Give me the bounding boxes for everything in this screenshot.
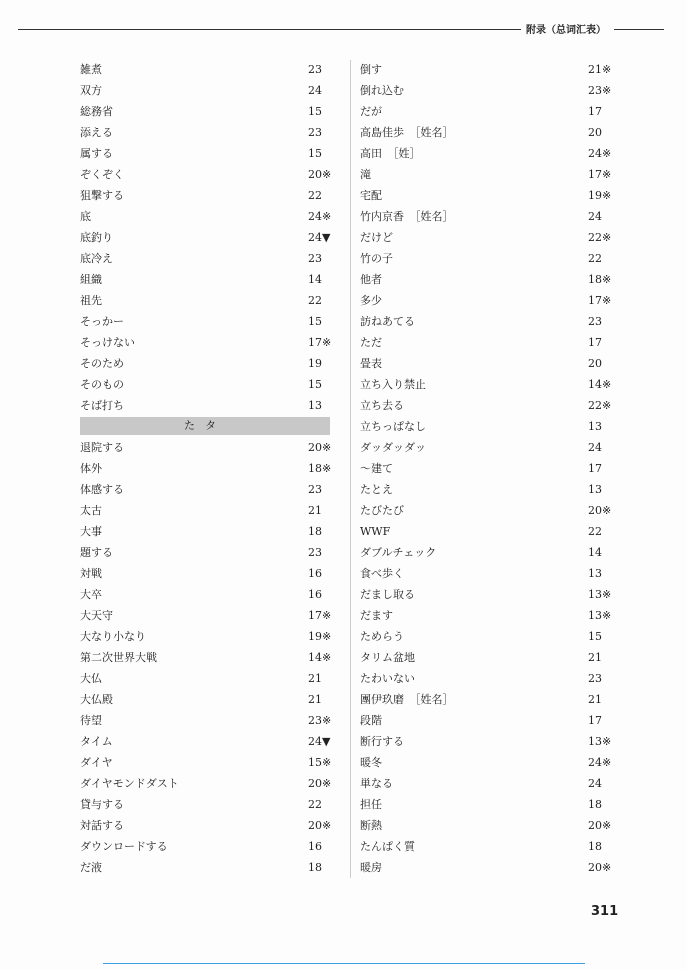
entry-word: 単なる — [360, 777, 393, 790]
entry-row — [360, 710, 610, 731]
entry-row — [80, 584, 330, 605]
entry-lesson: 24▼ — [308, 735, 331, 748]
entry-row — [360, 689, 610, 710]
entry-row — [80, 773, 330, 794]
entry-lesson: 23 — [308, 483, 322, 496]
entry-lesson: 23 — [308, 252, 322, 265]
entry-lesson: 22※ — [588, 399, 612, 412]
entry-word: WWF — [360, 525, 391, 538]
entry-lesson: 17※ — [588, 294, 612, 307]
entry-row — [80, 59, 330, 80]
entry-word: そっかー — [80, 315, 124, 328]
entry-word: そっけない — [80, 336, 135, 349]
entry-lesson: 20※ — [588, 861, 612, 874]
entry-lesson: 14 — [588, 546, 602, 559]
entry-lesson: 13※ — [588, 735, 612, 748]
header-rule-left — [18, 29, 521, 30]
running-header: 附录（总词汇表） — [526, 25, 606, 36]
entry-lesson: 18 — [308, 861, 322, 874]
entry-lesson: 19 — [308, 357, 322, 370]
entry-row — [80, 206, 330, 227]
entry-row — [80, 80, 330, 101]
entry-row — [80, 290, 330, 311]
entry-row — [80, 542, 330, 563]
entry-row — [80, 269, 330, 290]
entry-lesson: 20※ — [308, 441, 332, 454]
entry-lesson: 18※ — [308, 462, 332, 475]
entry-word: 暖房 — [360, 861, 382, 874]
entry-word: 大卒 — [80, 588, 102, 601]
entry-row — [360, 248, 610, 269]
column-divider — [350, 60, 351, 878]
entry-row — [360, 752, 610, 773]
entry-word: タリム盆地 — [360, 651, 415, 664]
entry-word: 團伊玖磨 ［姓名］ — [360, 693, 454, 706]
entry-lesson: 13 — [588, 420, 602, 433]
entry-word: だまし取る — [360, 588, 415, 601]
entry-word: 大仏殿 — [80, 693, 113, 706]
entry-word: 体感する — [80, 483, 124, 496]
entry-word: 大事 — [80, 525, 102, 538]
entry-word: 体外 — [80, 462, 102, 475]
entry-lesson: 24※ — [308, 210, 332, 223]
entry-lesson: 13 — [308, 399, 322, 412]
entry-lesson: 15 — [308, 147, 322, 160]
entry-row — [360, 311, 610, 332]
entry-word: 底冷え — [80, 252, 113, 265]
entry-word: 竹の子 — [360, 252, 393, 265]
entry-row — [360, 101, 610, 122]
entry-row — [80, 815, 330, 836]
entry-word: 狙撃する — [80, 189, 124, 202]
entry-lesson: 22 — [308, 798, 322, 811]
entry-lesson: 19※ — [308, 630, 332, 643]
entry-lesson: 13※ — [588, 588, 612, 601]
entry-word: 底釣り — [80, 231, 113, 244]
entry-lesson: 15 — [588, 630, 602, 643]
entry-word: たんぱく質 — [360, 840, 415, 853]
entry-row — [80, 185, 330, 206]
entry-lesson: 13※ — [588, 609, 612, 622]
entry-row — [360, 374, 610, 395]
entry-lesson: 17 — [588, 336, 602, 349]
entry-row — [80, 836, 330, 857]
entry-lesson: 13 — [588, 483, 602, 496]
entry-row — [80, 332, 330, 353]
entry-row — [360, 458, 610, 479]
entry-word: 対戦 — [80, 567, 102, 580]
entry-lesson: 24 — [308, 84, 322, 97]
entry-lesson: 22※ — [588, 231, 612, 244]
entry-row — [360, 395, 610, 416]
right-column — [360, 59, 610, 878]
entry-row — [360, 626, 610, 647]
entry-row — [360, 731, 610, 752]
entry-word: だます — [360, 609, 393, 622]
entry-lesson: 23 — [308, 546, 322, 559]
entry-row — [360, 290, 610, 311]
entry-row — [360, 59, 610, 80]
entry-lesson: 23※ — [588, 84, 612, 97]
entry-lesson: 22 — [308, 189, 322, 202]
entry-row — [360, 584, 610, 605]
entry-lesson: 21 — [308, 693, 322, 706]
entry-row — [360, 416, 610, 437]
entry-row — [80, 143, 330, 164]
entry-lesson: 24 — [588, 777, 602, 790]
entry-row — [80, 437, 330, 458]
entry-lesson: 16 — [308, 840, 322, 853]
entry-lesson: 17 — [588, 105, 602, 118]
entry-lesson: 20 — [588, 126, 602, 139]
entry-lesson: 15※ — [308, 756, 332, 769]
entry-lesson: 20 — [588, 357, 602, 370]
entry-lesson: 15 — [308, 378, 322, 391]
entry-row — [360, 227, 610, 248]
entry-lesson: 20※ — [308, 819, 332, 832]
entry-lesson: 19※ — [588, 189, 612, 202]
entry-row — [80, 626, 330, 647]
entry-row — [80, 647, 330, 668]
entry-lesson: 14※ — [308, 651, 332, 664]
header-rule-right — [614, 29, 664, 30]
entry-word: たびたび — [360, 504, 404, 517]
entry-lesson: 21 — [308, 672, 322, 685]
entry-word: ためらう — [360, 630, 404, 643]
entry-word: 題する — [80, 546, 113, 559]
entry-word: 担任 — [360, 798, 382, 811]
entry-word: 双方 — [80, 84, 102, 97]
entry-row — [360, 563, 610, 584]
entry-lesson: 20※ — [308, 777, 332, 790]
entry-word: ダウンロードする — [80, 840, 168, 853]
entry-row — [360, 122, 610, 143]
entry-word: 第二次世界大戦 — [80, 651, 157, 664]
entry-lesson: 20※ — [588, 819, 612, 832]
entry-lesson: 17※ — [588, 168, 612, 181]
entry-word: だが — [360, 105, 382, 118]
entry-row — [80, 479, 330, 500]
entry-row — [80, 563, 330, 584]
entry-word: たとえ — [360, 483, 393, 496]
entry-word: 高島佳歩 ［姓名］ — [360, 126, 454, 139]
entry-lesson: 18 — [588, 798, 602, 811]
entry-lesson: 17※ — [308, 609, 332, 622]
entry-lesson: 20※ — [308, 168, 332, 181]
entry-word: 訪ねあてる — [360, 315, 415, 328]
entry-row — [80, 164, 330, 185]
entry-word: 貸与する — [80, 798, 124, 811]
entry-lesson: 24 — [588, 441, 602, 454]
entry-lesson: 14※ — [588, 378, 612, 391]
entry-lesson: 23※ — [308, 714, 332, 727]
entry-row — [360, 80, 610, 101]
entry-lesson: 24▼ — [308, 231, 331, 244]
entry-word: 竹内京香 ［姓名］ — [360, 210, 454, 223]
entry-lesson: 22 — [588, 525, 602, 538]
entry-lesson: 17※ — [308, 336, 332, 349]
entry-row — [360, 815, 610, 836]
entry-lesson: 24※ — [588, 147, 612, 160]
entry-row — [80, 731, 330, 752]
entry-lesson: 23 — [308, 126, 322, 139]
entry-lesson: 17 — [588, 462, 602, 475]
entry-lesson: 15 — [308, 315, 322, 328]
entry-lesson: 18 — [308, 525, 322, 538]
entry-row — [80, 857, 330, 878]
entry-row — [360, 605, 610, 626]
entry-lesson: 22 — [308, 294, 322, 307]
entry-lesson: 23 — [308, 63, 322, 76]
section-heading-ta: たタ — [80, 417, 330, 435]
entry-word: 食べ歩く — [360, 567, 404, 580]
entry-lesson: 21 — [588, 693, 602, 706]
entry-row — [80, 227, 330, 248]
entry-word: そのため — [80, 357, 124, 370]
entry-word: ～建て — [360, 462, 393, 475]
entry-word: だけど — [360, 231, 393, 244]
entry-row — [360, 521, 610, 542]
entry-lesson: 16 — [308, 588, 322, 601]
entry-word: 高田 ［姓］ — [360, 147, 421, 160]
entry-word: 滝 — [360, 168, 371, 181]
page-number: 311 — [591, 904, 619, 919]
entry-lesson: 18 — [588, 840, 602, 853]
entry-row — [360, 353, 610, 374]
entry-row — [80, 605, 330, 626]
entry-word: 畳表 — [360, 357, 382, 370]
entry-word: 大天守 — [80, 609, 113, 622]
entry-word: 対話する — [80, 819, 124, 832]
entry-row — [80, 101, 330, 122]
entry-lesson: 14 — [308, 273, 322, 286]
entry-row — [80, 248, 330, 269]
entry-word: 退院する — [80, 441, 124, 454]
entry-word: ダブルチェック — [360, 546, 437, 559]
entry-word: 立ち去る — [360, 399, 404, 412]
entry-row — [360, 794, 610, 815]
entry-word: そば打ち — [80, 399, 124, 412]
entry-row — [80, 500, 330, 521]
entry-word: 倒す — [360, 63, 382, 76]
entry-row — [360, 647, 610, 668]
entry-word: ダイヤ — [80, 756, 113, 769]
entry-row — [80, 794, 330, 815]
entry-lesson: 13 — [588, 567, 602, 580]
entry-row — [360, 269, 610, 290]
entry-word: ダイヤモンドダスト — [80, 777, 179, 790]
entry-lesson: 16 — [308, 567, 322, 580]
entry-word: 底 — [80, 210, 91, 223]
entry-row — [80, 122, 330, 143]
entry-row — [360, 542, 610, 563]
entry-lesson: 21 — [588, 651, 602, 664]
entry-row — [80, 710, 330, 731]
entry-word: そのもの — [80, 378, 124, 391]
entry-word: 大なり小なり — [80, 630, 146, 643]
entry-lesson: 17 — [588, 714, 602, 727]
entry-lesson: 23 — [588, 315, 602, 328]
entry-word: 添える — [80, 126, 113, 139]
entry-word: たわいない — [360, 672, 415, 685]
entry-word: ぞくぞく — [80, 168, 124, 181]
entry-lesson: 22 — [588, 252, 602, 265]
entry-row — [360, 857, 610, 878]
entry-lesson: 24※ — [588, 756, 612, 769]
entry-word: だ液 — [80, 861, 102, 874]
entry-word: 断行する — [360, 735, 404, 748]
entry-word: 祖先 — [80, 294, 102, 307]
entry-row — [360, 479, 610, 500]
entry-row — [80, 458, 330, 479]
entry-word: 組織 — [80, 273, 102, 286]
entry-row — [360, 836, 610, 857]
entry-row — [360, 773, 610, 794]
entry-row — [360, 332, 610, 353]
entry-lesson: 21 — [308, 504, 322, 517]
entry-word: 待望 — [80, 714, 102, 727]
entry-row — [360, 185, 610, 206]
entry-row — [80, 752, 330, 773]
entry-word: 大仏 — [80, 672, 102, 685]
entry-row — [80, 353, 330, 374]
entry-lesson: 24 — [588, 210, 602, 223]
entry-lesson: 23 — [588, 672, 602, 685]
entry-word: ダッダッダッ — [360, 441, 426, 454]
entry-row — [80, 395, 330, 416]
entry-word: タイム — [80, 735, 113, 748]
entry-word: 総務省 — [80, 105, 113, 118]
entry-lesson: 20※ — [588, 504, 612, 517]
entry-word: 段階 — [360, 714, 382, 727]
entry-row — [360, 164, 610, 185]
left-column — [80, 59, 330, 878]
entry-lesson: 18※ — [588, 273, 612, 286]
entry-word: 太古 — [80, 504, 102, 517]
entry-word: 断熱 — [360, 819, 382, 832]
entry-word: 立ちっぱなし — [360, 420, 426, 433]
entry-row — [360, 206, 610, 227]
entry-word: 宅配 — [360, 189, 382, 202]
entry-word: 暖冬 — [360, 756, 382, 769]
entry-row — [80, 689, 330, 710]
entry-lesson: 21※ — [588, 63, 612, 76]
entry-word: 多少 — [360, 294, 382, 307]
entry-row — [360, 500, 610, 521]
entry-lesson: 15 — [308, 105, 322, 118]
bottom-blue-line — [103, 963, 585, 964]
entry-row — [360, 668, 610, 689]
entry-row — [80, 668, 330, 689]
entry-row — [80, 311, 330, 332]
entry-row — [360, 437, 610, 458]
entry-word: 立ち入り禁止 — [360, 378, 426, 391]
entry-word: 他者 — [360, 273, 382, 286]
entry-row — [360, 143, 610, 164]
entry-word: 倒れ込む — [360, 84, 404, 97]
entry-word: 雑煮 — [80, 63, 102, 76]
entry-row — [80, 374, 330, 395]
entry-word: ただ — [360, 336, 382, 349]
entry-row — [80, 521, 330, 542]
entry-word: 属する — [80, 147, 113, 160]
